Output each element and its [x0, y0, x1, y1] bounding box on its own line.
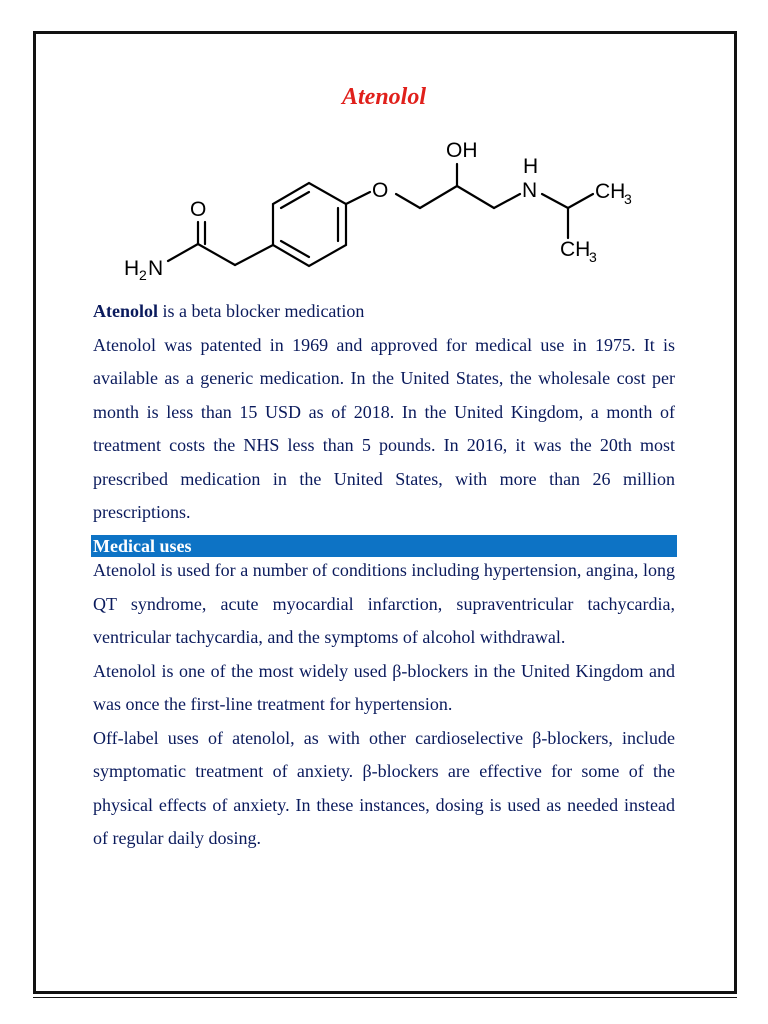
amine-n-label: N: [522, 179, 538, 202]
medical-uses-paragraph-1: Atenolol is used for a number of conditions including hypertension, angina, long QT syndrome, acute myocardial infarction, supraventricular tachycardia, ventricular tachycardia, and the symptoms of alcohol withdrawal.: [93, 560, 675, 647]
intro-lead-rest: is a beta blocker medication: [158, 301, 365, 321]
intro-lead: [93, 295, 675, 329]
methyl-2-label: CH: [560, 238, 591, 261]
amide-subscript-label: 2: [139, 267, 147, 283]
intro-paragraph: Atenolol was patented in 1969 and approved for medical use in 1975. It is available as a generic medication. In the United States, the wholesale cost per month is less than 15 USD as of 2018. In the United Kingdom, a month of treatment costs the NHS less than 5 pounds. In 2016, it was the 20th most prescribed medication in the United States, with more than 26 million prescriptions.: [93, 334, 675, 522]
amide-h-label: H: [124, 257, 140, 280]
carbonyl-oxygen-label: O: [190, 198, 207, 221]
amide-n-label: N: [148, 257, 164, 280]
methyl-1-label: CH: [595, 180, 626, 203]
medical-uses-paragraph-3: Off-label uses of atenolol, as with other cardioselective β-blockers, include symptomatic treatment of anxiety. β-blockers are effective for some of the physical effects of anxiety. In these instances, dosing is used as needed instead of regular daily dosing.: [93, 727, 675, 848]
medical-uses-heading: Medical uses: [91, 535, 677, 557]
intro-lead-bold: Atenolol: [93, 301, 158, 321]
methyl-2-subscript: 3: [589, 249, 597, 265]
amine-h-label: H: [523, 155, 539, 178]
methyl-1-subscript: 3: [624, 191, 632, 207]
medical-uses-paragraph-2: Atenolol is one of the most widely used β-blockers in the United Kingdom and was once the first-line treatment for hypertension.: [93, 660, 675, 714]
hydroxyl-label: OH: [446, 139, 478, 162]
ether-oxygen-label: O: [372, 179, 389, 202]
medical-uses-section: [93, 554, 675, 856]
atenolol-structure-diagram: [110, 128, 650, 293]
document-title: Atenolol: [341, 84, 426, 110]
intro-section: [93, 295, 675, 530]
